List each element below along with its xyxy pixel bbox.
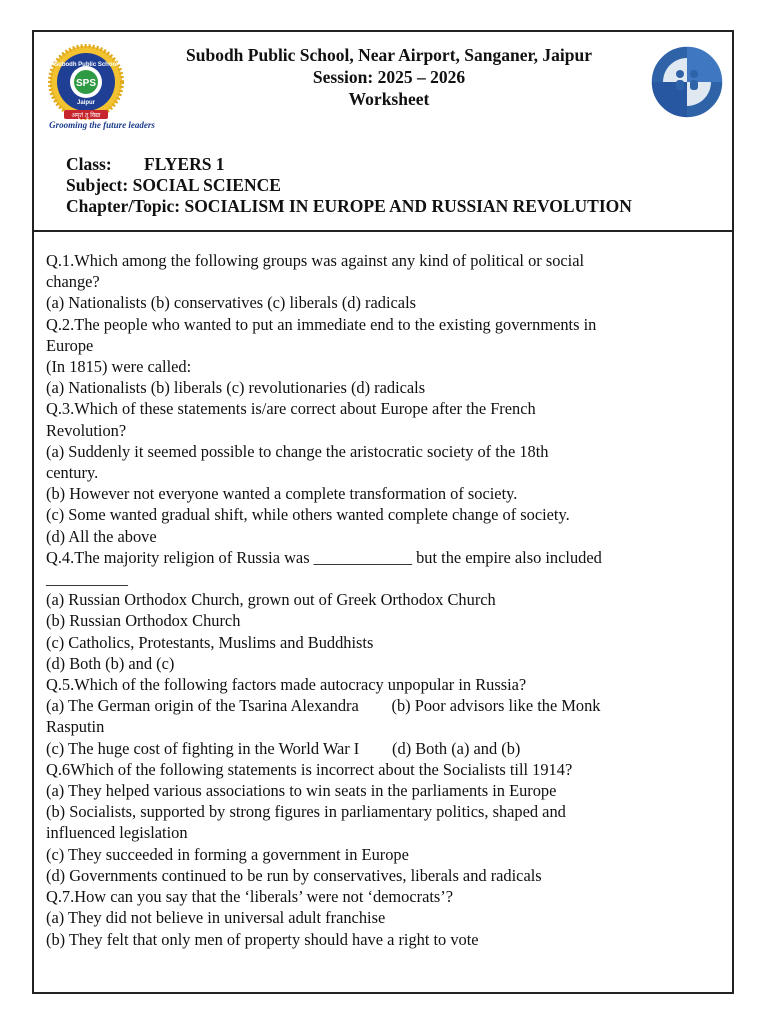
text-line: (a) Nationalists (b) liberals (c) revolutionaries (d) radicals [46,378,426,398]
text-line: (b) Socialists, supported by strong figures in parliamentary politics, shaped and [46,802,566,822]
logo-motto-text: अमृतं तु विद्या [71,112,101,119]
text-line: change? [46,272,100,292]
text-line: Europe [46,335,94,355]
session-line: Session: 2025 – 2026 [312,67,466,87]
text-line: Q.3.Which of these statements is/are correct about Europe after the French [46,399,536,419]
text-line: (b) They felt that only men of property should have a right to vote [46,929,479,949]
text-line: Q.4.The majority religion of Russia was ____________ but the empire also included [46,547,602,567]
subject-row: Subject: SOCIAL SCIENCE [66,175,281,195]
logo-arc-text: Subodh Public School [54,62,118,68]
text-line: (b) However not everyone wanted a complete transformation of society. [46,484,518,504]
text-line: (c) Some wanted gradual shift, while others wanted complete change of society. [46,505,570,525]
text-line: (c) Catholics, Protestants, Muslims and Buddhists [46,632,374,652]
logo-center-text: SPS [75,78,97,89]
text-line: (a) They did not believe in universal adult franchise [46,908,386,928]
class-value: FLYERS 1 [144,154,225,174]
text-line: Q.1.Which among the following groups was against any kind of political or social [46,251,585,270]
text-line: Q.5.Which of the following factors made autocracy unpopular in Russia? [46,675,527,695]
text-line: __________ [46,569,128,589]
text-line: (a) Suddenly it seemed possible to change the aristocratic society of the 18th [46,441,549,461]
text-line: (a) Nationalists (b) conservatives (c) liberals (d) radicals [46,293,417,313]
school-name: Subodh Public School, Near Airport, Sanganer, Jaipur [186,45,592,65]
text-line: Rasputin [46,717,105,737]
text-line: (d) Both (b) and (c) [46,653,175,673]
document-type: Worksheet [348,89,430,109]
worksheet-header [34,32,732,232]
question-list [46,250,732,950]
text-line: Q.2.The people who wanted to put an immediate end to the existing governments in [46,314,597,334]
class-label: Class: [66,154,112,174]
text-line: Revolution? [46,420,127,440]
text-line: (b) Russian Orthodox Church [46,611,241,631]
text-line: (a) The German origin of the Tsarina Alexandra (b) Poor advisors like the Monk [46,696,601,716]
text-line: Q.6Which of the following statements is incorrect about the Socialists till 1914? [46,759,573,779]
worksheet-info [66,154,632,217]
badge-logo [644,44,730,120]
text-line: century. [46,463,99,483]
text-line: (d) Governments continued to be run by conservatives, liberals and radicals [46,865,542,885]
chapter-row: Chapter/Topic: SOCIALISM IN EUROPE AND RUSSIAN REVOLUTION [66,196,632,216]
header-title-block [114,44,664,110]
logo-city-text: Jaipur [76,100,96,106]
text-line: Q.7.How can you say that the ‘liberals’ were not ‘democrats’? [46,887,454,907]
worksheet-frame [32,30,734,994]
text-line: (c) They succeeded in forming a government in Europe [46,844,409,864]
text-line: (d) All the above [46,526,157,546]
text-line: (a) They helped various associations to win seats in the parliaments in Europe [46,781,557,801]
text-line: (c) The huge cost of fighting in the World War I (d) Both (a) and (b) [46,738,521,758]
text-line: influenced legislation [46,823,188,843]
school-tagline: Grooming the future leaders [49,120,155,130]
text-line: (In 1815) were called: [46,357,192,377]
class-row [66,154,632,175]
text-line: (a) Russian Orthodox Church, grown out of Greek Orthodox Church [46,590,496,610]
